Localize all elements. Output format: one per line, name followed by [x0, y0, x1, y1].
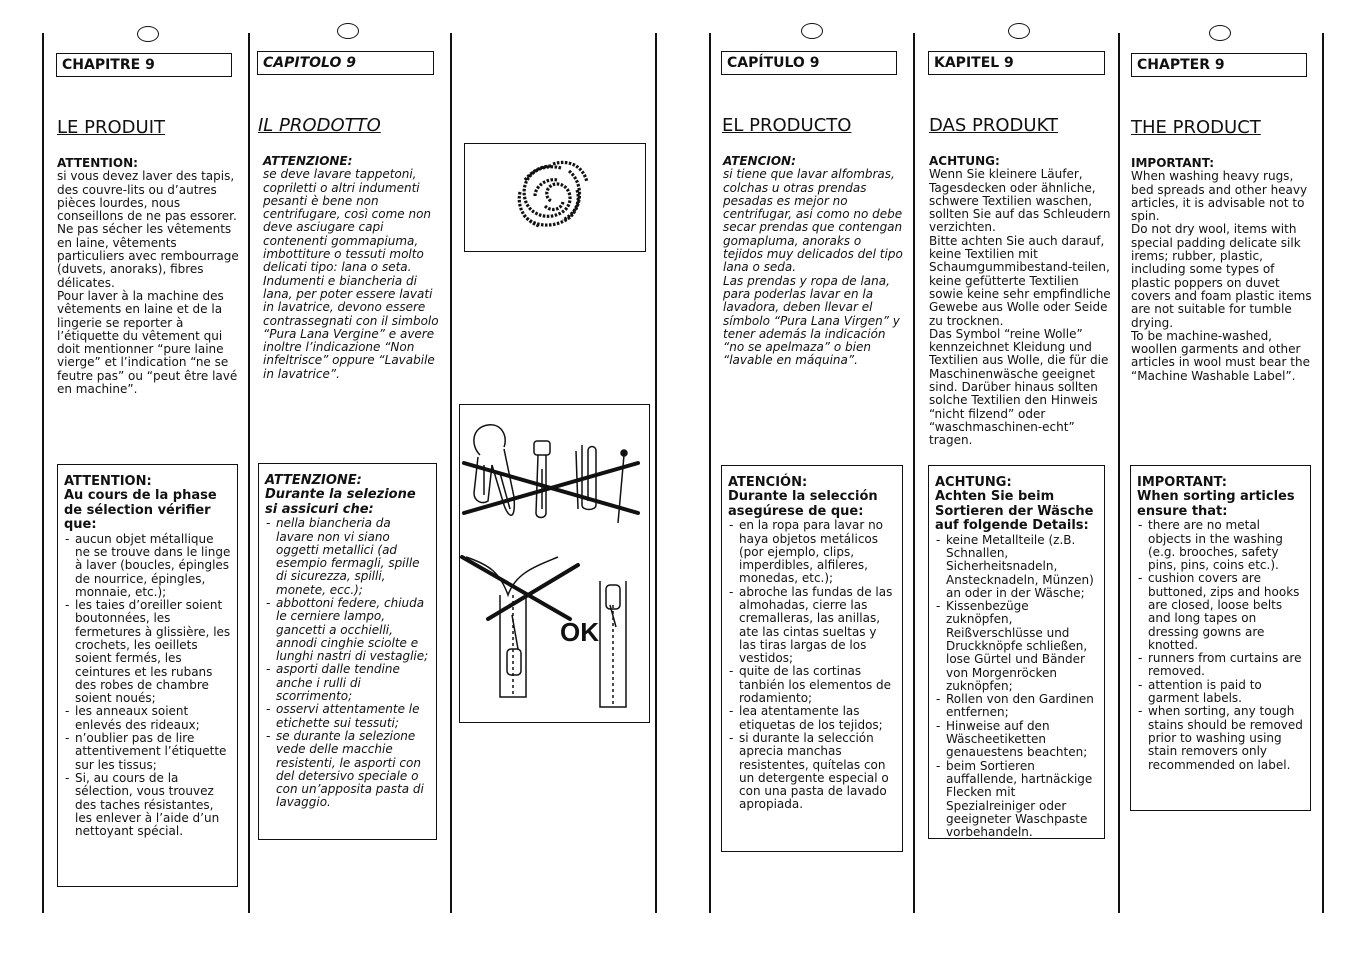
wool-symbol-icon: [465, 144, 645, 251]
list-item: - runners from curtains are removed.: [1137, 652, 1304, 679]
column-divider: [1118, 33, 1120, 913]
column-divider: [655, 33, 657, 913]
warning-heading-it: ATTENZIONE: Durante la selezione si assicuri che:: [265, 473, 416, 517]
list-item: - les taies d’oreiller soient boutonnées, les fermetures à glissière, les crochets, les oeillets soient fermés, les ceintures et les rubans des robes de chambre soient noués;: [64, 599, 231, 705]
warning-heading-de: ACHTUNG: Achten Sie beim Sortieren der Wäsche auf folgende Details:: [935, 475, 1094, 534]
intro-heading-fr: ATTENTION:: [57, 156, 138, 170]
intro-it: [263, 155, 441, 381]
intro-heading-en: IMPORTANT:: [1131, 156, 1215, 170]
intro-text-de: Wenn Sie kleinere Läufer, Tagesdecken oder ähnliche, schwere Textilien waschen, sollten Sie auf das Schleudern verzichten. Bitte achten Sie auch darauf, keine Textilien mit Schaumgummibestand-teilen, keine gefütterte Textilien sowie keine sehr empfindliche Gewebe aus Wolle oder Seide zu trocknen. Das Symbol “reine Wolle” kennzeichnet Kleidung und Textilien aus Wolle, die für die Maschinenwäsche geeignet sind. Darüber hinaus sollten solche Textilien den Hinweis “nicht filzend” oder “waschmaschinen-echt” tragen.: [929, 167, 1111, 448]
warning-list-fr: [64, 533, 231, 839]
chapter-heading-it: CAPITOLO 9: [257, 51, 434, 75]
chapter-heading-en: CHAPTER 9: [1131, 53, 1307, 77]
list-item: - en la ropa para lavar no haya objetos metálicos (por ejemplo, clips, imperdibles, alfileres, monedas, etc.);: [728, 519, 896, 585]
section-title-es: EL PRODUCTO: [722, 115, 852, 136]
warning-heading-fr: ATTENTION: Au cours de la phase de sélection vérifier que:: [64, 474, 217, 533]
list-item: - asporti dalle tendine anche i rulli di scorrimento;: [265, 663, 430, 703]
wool-symbol-box: [464, 143, 646, 252]
page-marker-circle: [1008, 23, 1030, 39]
zipper-icon: [466, 557, 558, 697]
list-item: - Kissenbezüge zuknöpfen, Reißverschlüsse und Druckknöpfe schließen, lose Gürtel und Bänder von Morgenröcken zuknöpfen;: [935, 600, 1098, 693]
pin-icon: [618, 450, 627, 523]
list-item: - les anneaux soient enlevés des rideaux;: [64, 705, 231, 732]
page-marker-circle: [137, 26, 159, 42]
list-item: - si durante la selección aprecia manchas resistentes, quítelas con un detergente especial o con una pasta de lavado apropiada.: [728, 732, 896, 812]
section-title-de: DAS PRODUKT: [929, 115, 1058, 136]
page-marker-circle: [337, 23, 359, 39]
column-divider: [709, 33, 711, 913]
intro-heading-it: ATTENZIONE:: [263, 154, 353, 168]
warning-box-fr: [57, 464, 238, 887]
warning-heading-es: ATENCIÓN: Durante la selección asegúrese de que:: [728, 475, 878, 519]
list-item: - aucun objet métallique ne se trouve dans le linge à laver (boucles, épingles de nourrice, épingles, monnaie, etc.);: [64, 533, 231, 599]
intro-en: [1131, 157, 1313, 383]
list-item: - Rollen von den Gardinen entfernen;: [935, 693, 1098, 720]
intro-heading-es: ATENCION:: [723, 154, 796, 168]
intro-text-es: si tiene que lavar alfombras, colchas u otras prendas pesadas es mejor no centrifugar, asi como no debe secar prendas que contengan gomapluma, anoraks o tejidos muy delicados del tipo lana o seda. Las prendas y ropa de lana, para poderlas lavar en la lavadora, deben llevar el símbolo “Pura Lana Virgen” y tener además la indicación “no se apelmaza” o bien “lavable en máquina”.: [723, 167, 903, 368]
list-item: - n’oublier pas de lire attentivement l’étiquette sur les tissus;: [64, 732, 231, 772]
section-title-en: THE PRODUCT: [1131, 117, 1261, 138]
list-item: - abbottoni federe, chiuda le cerniere lampo, gancetti a occhielli, annodi cinghie sciolte e lunghi nastri di vestaglie;: [265, 597, 430, 663]
list-item: - beim Sortieren auffallende, hartnäckige Flecken mit Spezialreiniger oder geeigneter Waschpaste vorbehandeln.: [935, 760, 1098, 840]
cross-mark-icon: [462, 557, 578, 619]
warning-box-it: [258, 463, 437, 840]
chapter-heading-es: CAPÍTULO 9: [721, 51, 897, 75]
list-item: - se durante la selezione vede delle macchie resistenti, le asporti con del detersivo speciale o con un’apposita pasta di lavaggio.: [265, 730, 430, 810]
safety-pin-icon: [534, 441, 550, 518]
warning-list-es: [728, 519, 896, 812]
ok-label: OK: [560, 617, 599, 647]
intro-de: [929, 155, 1111, 448]
warning-box-de: [928, 465, 1105, 839]
warning-heading-en: IMPORTANT: When sorting articles ensure that:: [1137, 475, 1295, 519]
section-title-it: IL PRODOTTO: [258, 115, 381, 136]
list-item: - keine Metallteile (z.B. Schnallen, Sicherheitsnadeln, Anstecknadeln, Münzen) an oder in der Wäsche;: [935, 534, 1098, 600]
zipper-icon: [600, 581, 626, 707]
list-item: - Si, au cours de la sélection, vous trouvez des taches résistantes, les enlever à l’aide d’un nettoyant spécial.: [64, 772, 231, 838]
intro-es: [723, 155, 903, 368]
column-divider: [42, 33, 44, 913]
warning-list-it: [265, 517, 430, 810]
section-title-fr: LE PRODUIT: [57, 117, 165, 138]
warning-list-en: [1137, 519, 1304, 772]
intro-text-en: When washing heavy rugs, bed spreads and other heavy articles, it is advisable not to spin. Do not dry wool, items with special padding delicate silk irems; rubber, plastic, including some types of plastic poppers on duvet covers and foam plastic items are not suitable for tumble drying. To be machine-washed, woollen garments and other articles in wool must bear the “Machine Washable Label”.: [1131, 169, 1312, 383]
chapter-heading-fr: CHAPITRE 9: [56, 53, 232, 77]
page-marker-circle: [801, 23, 823, 39]
warning-box-en: [1130, 465, 1311, 811]
list-item: - quite de las cortinas tanbién los elementos de rodamiento;: [728, 665, 896, 705]
list-item: - when sorting, any tough stains should be removed prior to washing using stain removers only recommended on label.: [1137, 705, 1304, 771]
column-divider: [913, 33, 915, 913]
intro-fr: [57, 157, 240, 396]
intro-text-fr: si vous devez laver des tapis, des couvre-lits ou d’autres pièces lourdes, nous conseillons de ne pas essorer. Ne pas sécher les vêtements en laine, vêtements particuliers avec rembourrage (duvets, anoraks), fibres délicates. Pour laver à la machine des vêtements en laine et de la lingerie se reporter à l’étiquette du vêtement qui doit mentionner “pure laine vierge” et l’indication “ne se feutre pas” ou “peut être lavé en machine”.: [57, 169, 239, 397]
list-item: - abroche las fundas de las almohadas, cierre las cremalleras, las anillas, ate las cintas sueltas y las tiras largas de los vestidos;: [728, 586, 896, 666]
column-divider: [450, 33, 452, 913]
list-item: - nella biancheria da lavare non vi siano oggetti metallici (ad esempio fermagli, spille di sicurezza, spilli, monete, ecc.);: [265, 517, 430, 597]
list-item: - there are no metal objects in the washing (e.g. brooches, safety pins, pins, coins etc.).: [1137, 519, 1304, 572]
column-divider: [1322, 33, 1324, 913]
list-item: - osservi attentamente le etichette sui tessuti;: [265, 703, 430, 730]
list-item: - lea atentamente las etiquetas de los tejidos;: [728, 705, 896, 732]
chapter-heading-de: KAPITEL 9: [928, 51, 1105, 75]
list-item: - attention is paid to garment labels.: [1137, 679, 1304, 706]
column-divider: [248, 33, 250, 913]
list-item: - cushion covers are buttoned, zips and hooks are closed, loose belts and long tapes on dressing gowns are knotted.: [1137, 572, 1304, 652]
warning-box-es: [721, 465, 903, 852]
sorting-figure-box: [459, 404, 650, 723]
intro-heading-de: ACHTUNG:: [929, 154, 1000, 168]
warning-list-de: [935, 534, 1098, 840]
intro-text-it: se deve lavare tappetoni, copriletti o altri indumenti pesanti è bene non centrifugare, così come non deve asciugare capi contenenti gommapiuma, imbottiture o tessuti molto delicati tipo: lana o seta. Indumenti e biancheria di lana, per poter essere lavati in lavatrice, devono essere contrassegnati con il simbolo “Pura Lana Vergine” e avere inoltre l’indicazione “Non infeltrisce” oppure “Lavabile in lavatrice”.: [263, 167, 439, 381]
page-marker-circle: [1209, 25, 1231, 41]
list-item: - Hinweise auf den Wäscheetiketten genauestens beachten;: [935, 720, 1098, 760]
